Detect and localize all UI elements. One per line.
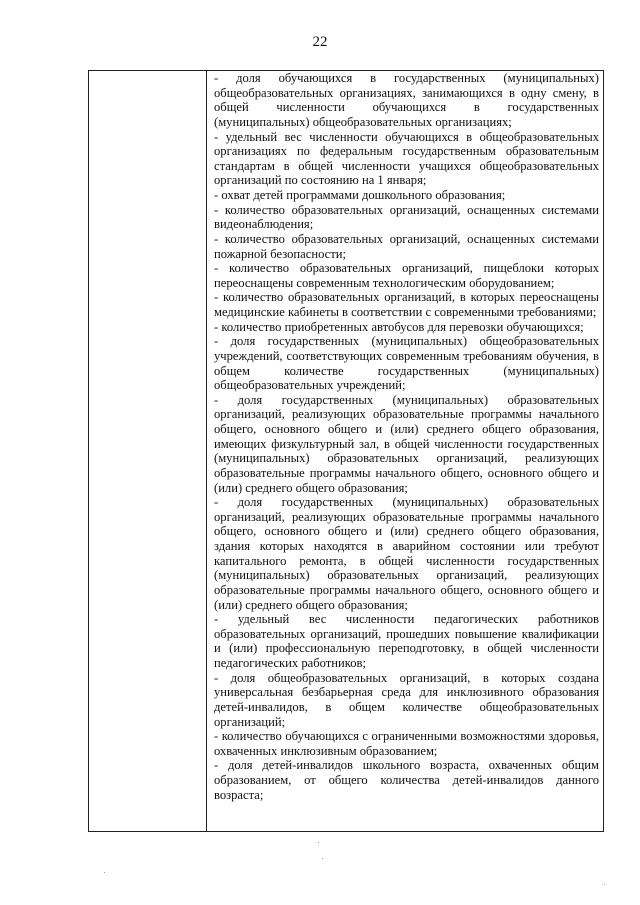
- indicator-item: - доля обучающихся в государственных (муниципальных) общеобразовательных организациях, занимающихся в одну смену, в общей численности обучающихся в государственных (муниципальных) общеобразовательных организациях;: [214, 71, 599, 129]
- indicator-item: - количество образовательных организаций, пищеблоки которых переоснащены современным технологическим оборудованием;: [214, 261, 599, 290]
- scan-artifact: [318, 842, 319, 843]
- indicator-item: - количество обучающихся с ограниченными возможностями здоровья, охваченных инклюзивным образованием;: [214, 729, 599, 758]
- indicator-item: - удельный вес численности обучающихся в общеобразовательных организациях по федеральным государственным образовательным стандартам в общей численности учащихся общеобразовательных организаций по состоянию на 1 января;: [214, 129, 599, 188]
- indicator-item: - количество образовательных организаций, оснащенных системами видеонаблюдения;: [214, 202, 599, 232]
- indicator-item: - доля детей-инвалидов школьного возраста, охваченных общим образованием, от общего количества детей-инвалидов данного возраста;: [214, 758, 599, 802]
- indicator-item: - доля общеобразовательных организаций, в которых создана универсальная безбарьерная среда для инклюзивного образования детей-инвалидов, в общем количестве общеобразовательных организаций;: [214, 670, 599, 729]
- scan-artifact: [322, 858, 323, 859]
- indicator-item: - доля государственных (муниципальных) образовательных организаций, реализующих образовательные программы начального общего, основного общего и (или) среднего общего образования, имеющих физкультурный зал, в общей численности государственных (муниципальных) образовательных организаций, реализующих образовательные программы начального общего, основного общего и (или) среднего общего образования;: [214, 392, 599, 495]
- table-right-column: [207, 71, 603, 831]
- indicator-item: - количество образовательных организаций, оснащенных системами пожарной безопасности;: [214, 231, 599, 261]
- scan-artifact: [104, 872, 105, 873]
- page-number: 22: [312, 34, 328, 50]
- indicator-item: - охват детей программами дошкольного образования;: [214, 188, 506, 202]
- indicator-item: - доля государственных (муниципальных) общеобразовательных учреждений, соответствующих современным требованиям обучения, в общем количестве государственных (муниципальных) общеобразовательных учреждений;: [214, 334, 599, 393]
- table-left-column: [89, 71, 207, 831]
- indicator-item: - количество образовательных организаций, в которых переоснащены медицинские кабинеты в соответствии с современными требованиями;: [214, 290, 599, 319]
- indicator-item: - удельный вес численности педагогических работников образовательных организаций, прошедших повышение квалификации и (или) профессиональную переподготовку, в общей численности педагогических работников;: [214, 612, 599, 670]
- scan-artifact: [604, 884, 605, 885]
- indicator-item: - доля государственных (муниципальных) образовательных организаций, реализующих образовательные программы начального общего, основного общего и (или) среднего общего образования, здания которых находятся в аварийном состоянии или требуют капитального ремонта, в общей численности государственных (муниципальных) образовательных организаций, реализующих образовательные программы начального общего, основного общего и (или) среднего общего образования;: [214, 495, 599, 612]
- indicators-table: [88, 70, 604, 832]
- indicator-item: - количество приобретенных автобусов для перевозки обучающихся;: [214, 319, 584, 334]
